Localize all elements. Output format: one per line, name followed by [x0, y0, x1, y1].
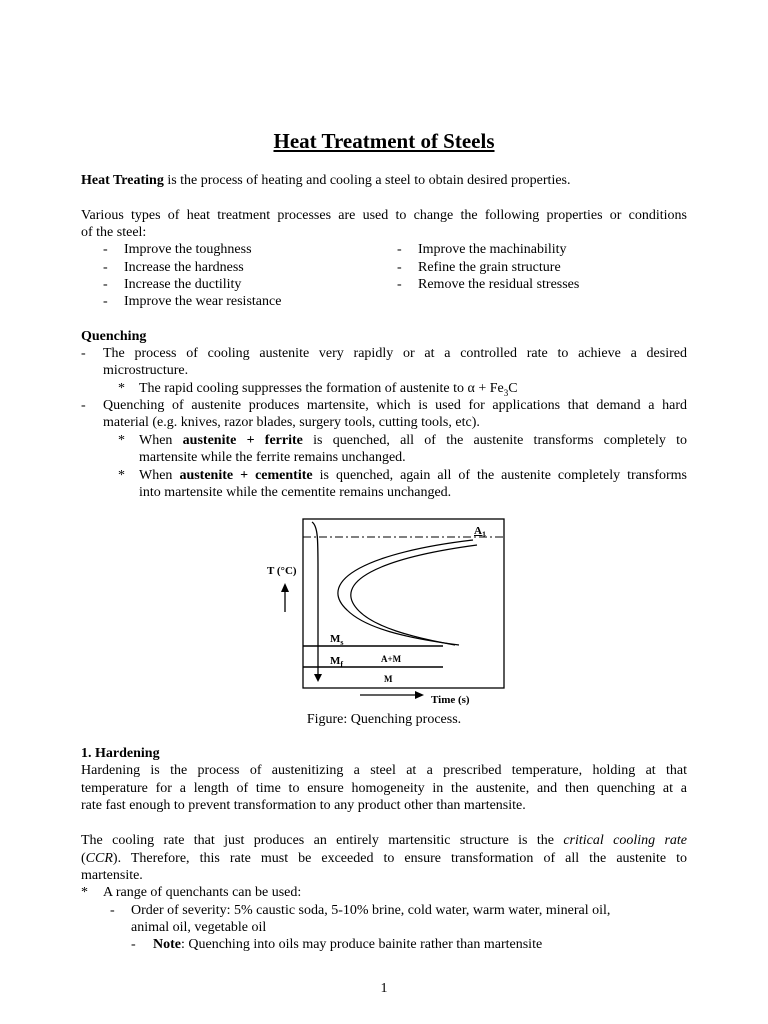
- dash-marker: -: [131, 937, 136, 952]
- hardening-p2-line2: (CCR). Therefore, this rate must be exceeded to ensure transformation of all the austenite to: [81, 851, 687, 866]
- quenching-p2-line2: material (e.g. knives, razor blades, surgery tools, cutting tools, etc).: [103, 415, 480, 430]
- list-item-label: Improve the toughness: [124, 242, 252, 257]
- list-item: -: [103, 242, 108, 257]
- note-line: Note: Quenching into oils may produce bainite rather than martensite: [153, 937, 543, 952]
- intro-term: Heat Treating: [81, 173, 164, 188]
- list-item: -: [103, 277, 108, 292]
- list-item: -: [397, 242, 402, 257]
- star-marker: *: [118, 468, 125, 483]
- list-item-label: Remove the residual stresses: [418, 277, 580, 292]
- hardening-p2-line1: The cooling rate that just produces an entirely martensitic structure is the critical cooling rate: [81, 833, 687, 848]
- list-item: -: [103, 260, 108, 275]
- dash-marker: -: [81, 398, 86, 413]
- mf-label: $M_f$: [330, 655, 344, 670]
- quenching-s1-line2: martensite while the ferrite remains unchanged.: [139, 450, 406, 465]
- hardening-p1-line2: temperature for a length of time to ensure homogeneity in the austenite, and then quenching at a: [81, 781, 687, 796]
- start-curve: [338, 540, 473, 645]
- a1-label: $A_1$: [474, 525, 486, 540]
- cooling-arrowhead: [314, 674, 322, 682]
- severity-line2: animal oil, vegetable oil: [131, 920, 267, 935]
- quenching-figure: [255, 510, 515, 710]
- y-arrowhead: [281, 583, 289, 592]
- page-title: Heat Treatment of Steels: [273, 129, 495, 153]
- list-item: -: [397, 277, 402, 292]
- severity-line1: Order of severity: 5% caustic soda, 5-10% brine, cold water, warm water, mineral oil,: [131, 903, 611, 918]
- hardening-p1-line3: rate fast enough to prevent transformation to any product other than martensite.: [81, 798, 526, 813]
- list-item-label: Increase the hardness: [124, 260, 244, 275]
- list-item: -: [397, 260, 402, 275]
- y-axis-label: T (°C): [267, 565, 297, 577]
- list-item-label: Refine the grain structure: [418, 260, 561, 275]
- x-axis-label: Time (s): [431, 694, 470, 706]
- quenching-s2-line2: into martensite while the cementite remains unchanged.: [139, 485, 452, 500]
- quenching-p1-sub: The rapid cooling suppresses the formation of austenite to $\alpha + Fe_3C$: [139, 381, 518, 398]
- list-item-label: Improve the wear resistance: [124, 294, 282, 309]
- m-region-label: M: [384, 674, 393, 684]
- quenching-s2-line1: When austenite + cementite is quenched, again all of the austenite completely transforms: [139, 468, 687, 483]
- hardening-heading: 1. Hardening: [81, 746, 160, 761]
- star-marker: *: [118, 433, 125, 448]
- types-intro-line2: of the steel:: [81, 225, 147, 240]
- quenching-p2-line1: Quenching of austenite produces martensite, which is used for applications that demand a hard: [103, 398, 687, 413]
- figure-caption: Figure: Quenching process.: [306, 712, 462, 727]
- hardening-p1-line1: Hardening is the process of austenitizing a steel at a prescribed temperature, holding at that: [81, 763, 687, 778]
- page-number: 1: [380, 981, 388, 996]
- x-arrowhead: [415, 691, 424, 699]
- finish-curve: [351, 545, 477, 645]
- list-item: -: [103, 294, 108, 309]
- intro-definition: is the process of heating and cooling a steel to obtain desired properties.: [163, 173, 571, 188]
- list-item-label: Improve the machinability: [418, 242, 567, 257]
- intro-paragraph: [81, 172, 571, 189]
- cooling-curve: [312, 522, 318, 678]
- quenching-heading: Quenching: [81, 329, 147, 344]
- am-region-label: A+M: [381, 654, 402, 664]
- hardening-p2-line3: martensite.: [81, 868, 143, 883]
- quenching-p1-line2: microstructure.: [103, 363, 189, 378]
- types-intro-line1: Various types of heat treatment processes are used to change the following properties or conditions: [81, 208, 687, 223]
- ms-label: $M_s$: [330, 633, 344, 648]
- quenchants-bullet: A range of quenchants can be used:: [103, 885, 302, 900]
- list-item-label: Increase the ductility: [124, 277, 242, 292]
- quenching-p1-line1: The process of cooling austenite very rapidly or at a controlled rate to achieve a desired: [103, 346, 687, 361]
- dash-marker: -: [81, 346, 86, 361]
- star-marker: *: [118, 381, 125, 396]
- star-marker: *: [81, 885, 88, 900]
- dash-marker: -: [110, 903, 115, 918]
- quenching-s1-line1: When austenite + ferrite is quenched, all of the austenite transforms completely to: [139, 433, 687, 448]
